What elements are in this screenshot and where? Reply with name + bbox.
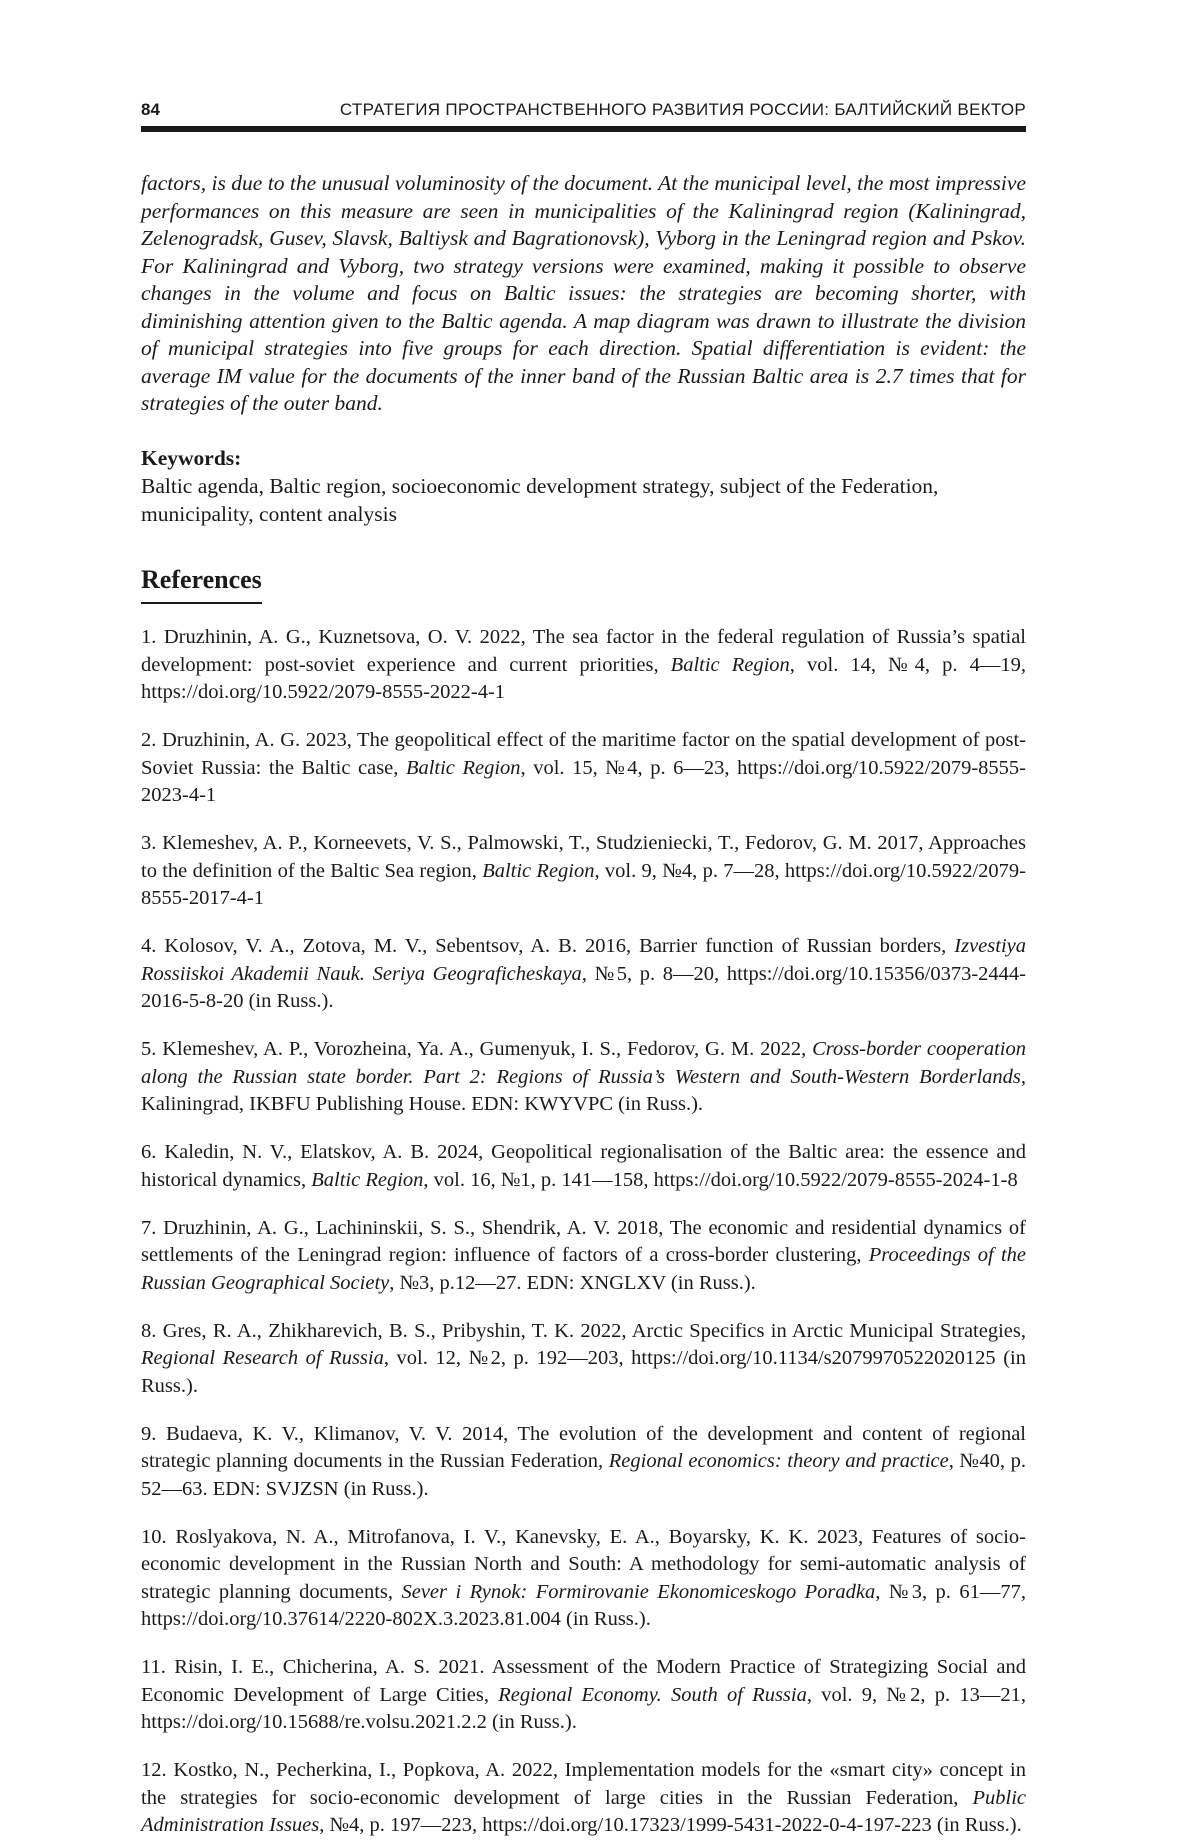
reference-item bbox=[141, 1139, 1026, 1194]
reference-details: , №5, p. 8—20, https://doi.org/10.15356/0373-2444-2016-5-8-20 (in Russ.). bbox=[141, 962, 1026, 1012]
reference-item bbox=[141, 1421, 1026, 1504]
reference-list bbox=[141, 624, 1026, 1840]
reference-item bbox=[141, 727, 1026, 810]
journal-title: СТРАТЕГИЯ ПРОСТРАНСТВЕННОГО РАЗВИТИЯ РОССИИ: БАЛТИЙСКИЙ ВЕКТОР bbox=[339, 100, 1026, 119]
reference-text: 11. Risin, I. E., Chicherina, A. S. 2021. Assessment of the Modern Practice of Strategizing Social and Economic Development of Large Cities, bbox=[141, 1656, 1026, 1706]
reference-item bbox=[141, 1654, 1026, 1737]
reference-text: 4. Kolosov, V. A., Zotova, M. V., Sebentsov, A. B. 2016, Barrier function of Russian borders, bbox=[141, 935, 955, 957]
page-number: 84 bbox=[141, 100, 160, 119]
reference-text: 6. Kaledin, N. V., Elatskov, A. B. 2024, Geopolitical regionalisation of the Baltic area: the essence and historical dynamics, bbox=[141, 1141, 1026, 1191]
reference-item bbox=[141, 1318, 1026, 1401]
reference-details: , vol. 12, №2, p. 192—203, https://doi.org/10.1134/s2079970522020125 (in Russ.). bbox=[141, 1347, 1026, 1397]
reference-text: 9. Budaeva, K. V., Klimanov, V. V. 2014, The evolution of the development and content of regional strategic planning documents in the Russian Federation, bbox=[141, 1422, 1026, 1472]
reference-details: , №40, p. 52—63. EDN: SVJZSN (in Russ.). bbox=[141, 1450, 1027, 1500]
reference-details: , vol. 16, №1, p. 141—158, https://doi.org/10.5922/2079-8555-2024-1-8 bbox=[423, 1168, 1018, 1191]
reference-item bbox=[141, 1524, 1026, 1634]
reference-source: Regional Economy. South of Russia bbox=[498, 1683, 807, 1706]
reference-details: , №3, p. 61—77, https://doi.org/10.37614/2220-802X.3.2023.81.004 (in Russ.). bbox=[141, 1580, 1026, 1630]
reference-details: , vol. 9, №2, p. 13—21, https://doi.org/10.15688/re.volsu.2021.2.2 (in Russ.). bbox=[141, 1683, 1026, 1733]
reference-item bbox=[141, 1215, 1026, 1298]
reference-text: 10. Roslyakova, N. A., Mitrofanova, I. V., Kanevsky, E. A., Boyarsky, K. K. 2023, Features of socio-economic development in the Russian North and South: A methodology for semi-automatic analysis of strategic planning documents, bbox=[141, 1525, 1026, 1603]
reference-item bbox=[141, 830, 1026, 913]
reference-source: Baltic Region bbox=[405, 756, 521, 779]
reference-item bbox=[141, 1757, 1026, 1840]
reference-details: , №4, p. 197—223, https://doi.org/10.17323/1999-5431-2022-0-4-197-223 (in Russ.). bbox=[319, 1814, 1022, 1836]
reference-source: Proceedings of the Russian Geographical Society bbox=[141, 1244, 1027, 1294]
reference-source: Regional Research of Russia bbox=[141, 1347, 384, 1369]
reference-text: 8. Gres, R. A., Zhikharevich, B. S., Pribyshin, T. K. 2022, Arctic Specifics in Arctic Municipal Strategies, bbox=[141, 1319, 1026, 1342]
reference-source: Baltic Region bbox=[482, 859, 595, 882]
reference-details: , vol. 14, №4, p. 4—19, https://doi.org/10.5922/2079-8555-2022-4-1 bbox=[141, 653, 1026, 703]
reference-text: 7. Druzhinin, A. G., Lachininskii, S. S., Shendrik, A. V. 2018, The economic and residential dynamics of settlements of the Leningrad region: influence of factors of a cross-border clustering, bbox=[141, 1216, 1026, 1266]
reference-text: 2. Druzhinin, A. G. 2023, The geopolitical effect of the maritime factor on the spatial development of post-Soviet Russia: the Baltic case, bbox=[141, 729, 1026, 779]
reference-item bbox=[141, 1036, 1026, 1119]
reference-details: , №3, p.12—27. EDN: XNGLXV (in Russ.). bbox=[389, 1271, 756, 1294]
reference-details: , vol. 15, №4, p. 6—23, https://doi.org/10.5922/2079-8555-2023-4-1 bbox=[141, 756, 1026, 806]
references-heading: References bbox=[141, 564, 262, 604]
reference-source: Cross-border cooperation along the Russian state border. Part 2: Regions of Russia’s Western and South-Western Borderlands bbox=[141, 1038, 1026, 1088]
reference-source: Baltic Region bbox=[670, 653, 790, 676]
reference-source: Sever i Rynok: Formirovanie Ekonomiceskogo Poradka bbox=[401, 1580, 876, 1603]
keywords-section bbox=[141, 444, 1026, 528]
reference-item bbox=[141, 624, 1026, 707]
reference-source: Baltic Region bbox=[311, 1168, 424, 1191]
abstract-text: factors, is due to the unusual voluminosity of the document. At the municipal level, the most impressive performances on this measure are seen in municipalities of the Kaliningrad region (Kaliningrad, Zelenogradsk, Gusev, Slavsk, Baltiysk and Bagrationovsk), Vyborg in the Leningrad region and Pskov. For Kaliningrad and Vyborg, two strategy versions were examined, making it possible to observe changes in the volume and focus on Baltic issues: the strategies are becoming shorter, with diminishing attention given to the Baltic agenda. A map diagram was drawn to illustrate the division of municipal strategies into five groups for each direction. Spatial differentiation is evident: the average IM value for the documents of the inner band of the Russian Baltic area is 2.7 times that for strategies of the outer band. bbox=[141, 171, 1026, 415]
page bbox=[141, 96, 1026, 1847]
reference-source: Regional economics: theory and practice bbox=[608, 1450, 949, 1472]
reference-text: 5. Klemeshev, A. P., Vorozheina, Ya. A., Gumenyuk, I. S., Fedorov, G. M. 2022, bbox=[141, 1038, 813, 1060]
keywords-heading: Keywords: bbox=[141, 445, 242, 470]
reference-source: Public Administration Issues bbox=[141, 1786, 1026, 1836]
reference-source: Izvestiya Rossiiskoi Akademii Nauk. Seriya Geograficheskaya bbox=[141, 935, 1026, 985]
reference-item bbox=[141, 933, 1026, 1016]
keywords-text: Baltic agenda, Baltic region, socioeconomic development strategy, subject of the Federation, municipality, content analysis bbox=[141, 473, 939, 526]
reference-text: 12. Kostko, N., Pecherkina, I., Popkova, A. 2022, Implementation models for the «smart city» concept in the strategies for socio-economic development of large cities in the Russian Federation, bbox=[141, 1759, 1026, 1809]
reference-text: 3. Klemeshev, A. P., Korneevets, V. S., Palmowski, T., Studzieniecki, T., Fedorov, G. M. 2017, Approaches to the definition of the Baltic Sea region, bbox=[141, 832, 1026, 882]
running-head bbox=[141, 96, 1026, 132]
reference-details: , Kaliningrad, IKBFU Publishing House. EDN: KWYVPC (in Russ.). bbox=[141, 1065, 1026, 1115]
reference-text: 1. Druzhinin, A. G., Kuznetsova, O. V. 2022, The sea factor in the federal regulation of Russia’s spatial development: post-soviet experience and current priorities, bbox=[141, 626, 1026, 676]
reference-details: , vol. 9, №4, p. 7—28, https://doi.org/10.5922/2079-8555-2017-4-1 bbox=[141, 859, 1026, 909]
